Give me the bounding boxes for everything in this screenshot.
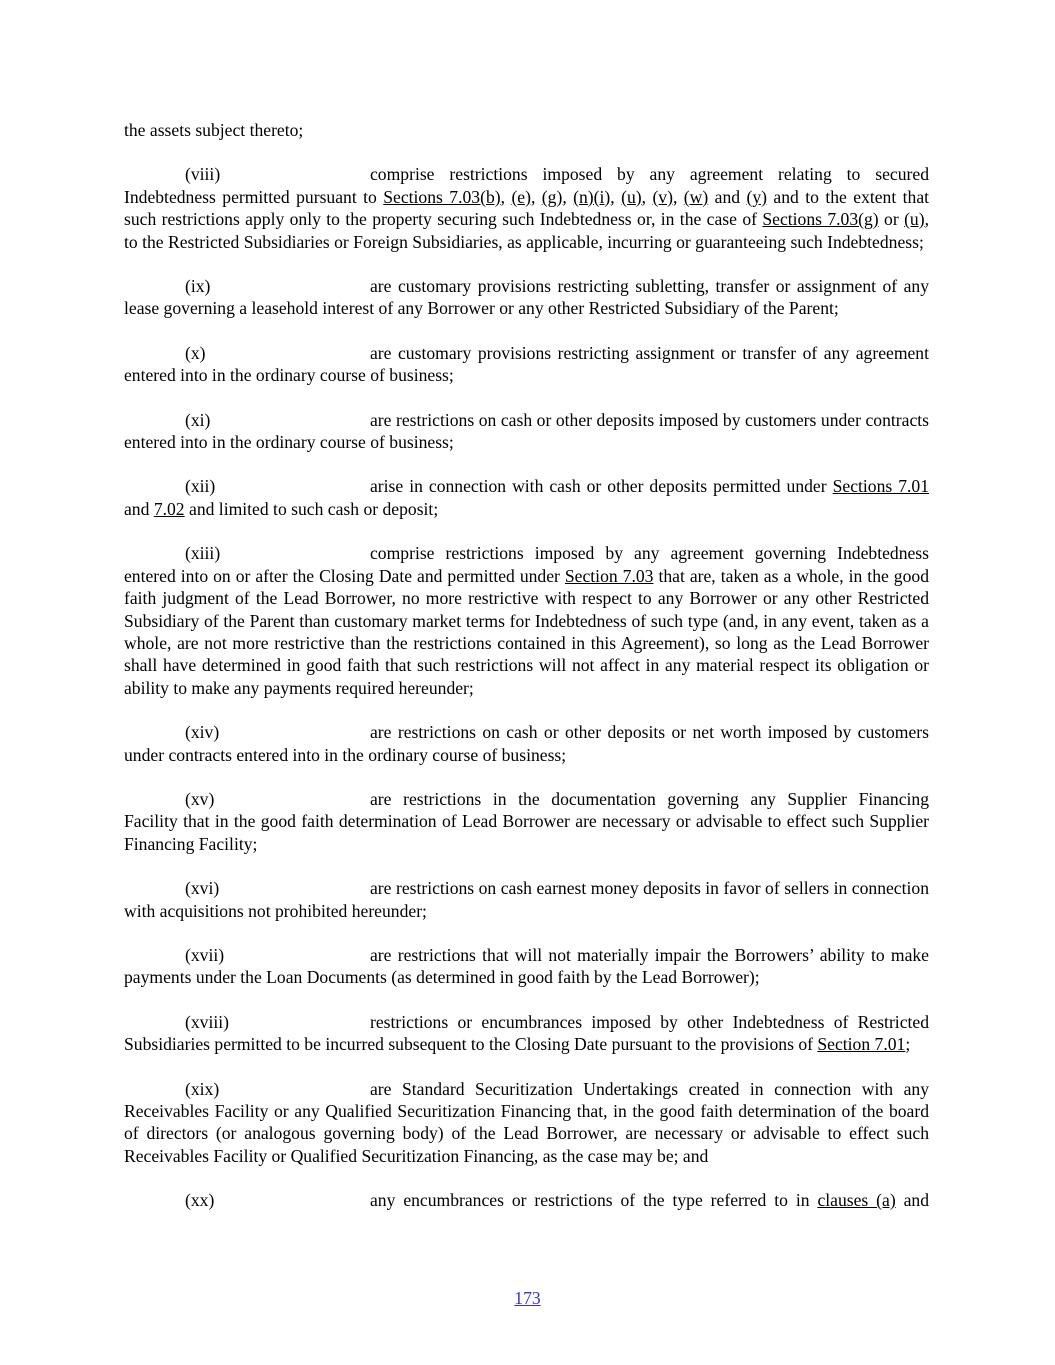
section-reference: (y): [746, 186, 767, 207]
paragraph-text: the assets subject thereto;: [124, 120, 304, 140]
paragraph: [124, 475, 929, 520]
paragraph: [124, 542, 929, 699]
paragraph: [124, 1078, 929, 1168]
paragraph-text: are Standard Securitization Undertakings created in connection with any Receivables Facility or any Qualified Securitization Financing that, in the good faith determination of the board of directors (or analogous governing body) of the Lead Borrower, are necessary or advisable to effect such Receivables Facility or Qualified Securitization Financing, as the case may be; and: [124, 1078, 929, 1166]
paragraph-text: are restrictions on cash or other deposits imposed by customers under contracts entered into in the ordinary course of business;: [124, 409, 929, 453]
paragraph-label: (xii): [185, 476, 216, 497]
paragraph: [124, 944, 929, 989]
section-reference: 7.02: [153, 498, 185, 519]
section-reference: clauses (a): [817, 1190, 896, 1211]
paragraph: [124, 877, 929, 922]
paragraph-label: (xi): [185, 409, 211, 430]
paragraph-text: ,: [562, 186, 574, 207]
paragraph-text: ,: [500, 186, 512, 207]
section-reference: Section 7.01: [817, 1034, 906, 1055]
section-reference: (g): [541, 186, 563, 207]
paragraph: [124, 721, 929, 766]
paragraph-text: ,: [672, 186, 684, 207]
section-reference: Sections 7.03(g): [762, 209, 879, 230]
paragraph-text: ,: [641, 186, 653, 207]
section-reference: (u): [904, 209, 925, 230]
paragraph-text: are restrictions in the documentation governing any Supplier Financing Facility that in the good faith determination of Lead Borrower are necessary or advisable to effect such Supplier Financing Facility;: [124, 788, 929, 854]
paragraph-label: (x): [185, 342, 206, 363]
paragraph-list: [124, 119, 929, 1212]
paragraph: [124, 275, 929, 320]
paragraph-text: arise in connection with cash or other deposits permitted under: [370, 476, 833, 497]
paragraph-text: any encumbrances or restrictions of the type referred to in: [370, 1190, 818, 1211]
paragraph-text: ,: [610, 186, 622, 207]
paragraph-text: are restrictions on cash earnest money deposits in favor of sellers in connection with acquisitions not prohibited hereunder;: [124, 878, 929, 921]
paragraph-label: (ix): [185, 276, 211, 297]
paragraph-label: (xx): [185, 1190, 215, 1211]
section-reference: (v): [652, 186, 673, 207]
paragraph-label: (xvii): [185, 944, 225, 965]
paragraph-text: comprise restrictions imposed by any agreement governing Indebtedness entered into on or after the Closing Date and permitted under: [124, 543, 929, 586]
section-reference: (w): [683, 186, 709, 207]
paragraph-label: (xix): [185, 1078, 220, 1099]
paragraph-text: ,: [530, 186, 542, 207]
paragraph-label: (xiv): [185, 722, 220, 743]
section-reference: Section 7.03: [564, 565, 654, 586]
paragraph-text: are restrictions on cash or other deposits or net worth imposed by customers under contracts entered into in the ordinary course of business;: [124, 722, 929, 765]
paragraph-text: are customary provisions restricting subletting, transfer or assignment of any lease governing a leasehold interest of any Borrower or any other Restricted Subsidiary of the Parent;: [124, 276, 929, 319]
paragraph-text: and: [895, 1190, 930, 1211]
section-reference: (e): [511, 186, 531, 207]
paragraph: [124, 1189, 929, 1211]
paragraph-label: (viii): [185, 164, 221, 185]
paragraph-text: are customary provisions restricting assignment or transfer of any agreement entered into in the ordinary course of business;: [124, 342, 929, 386]
page-number-link[interactable]: 173: [514, 1288, 541, 1308]
paragraph-text: that are, taken as a whole, in the good faith judgment of the Lead Borrower, no more restrictive with respect to any Borrower or any other Restricted Subsidiary of the Parent than customary market terms for Indebtedness of such type (and, in any event, taken as a whole, are not more restrictive than the restrictions contained in this Agreement), so long as the Lead Borrower shall have determined in good faith that such restrictions will not affect in any material respect its obligation or ability to make any payments required hereunder;: [124, 565, 929, 698]
paragraph-label: (xiii): [185, 543, 221, 564]
section-reference: Sections 7.01: [832, 476, 930, 497]
paragraph-text: and limited to such cash or deposit;: [184, 498, 439, 519]
paragraph: [124, 342, 929, 387]
paragraph: [124, 409, 929, 454]
paragraph: [124, 119, 929, 141]
paragraph: [124, 163, 929, 253]
paragraph-text: , to the Restricted Subsidiaries or Foreign Subsidiaries, as applicable, incurring or guaranteeing such Indebtedness;: [124, 209, 929, 252]
page-footer: [0, 1288, 1055, 1309]
paragraph-text: comprise restrictions imposed by any agreement relating to secured Indebtedness permitted pursuant to: [124, 164, 929, 207]
paragraph-text: are restrictions that will not materially impair the Borrowers’ ability to make payments under the Loan Documents (as determined in good faith by the Lead Borrower);: [124, 944, 929, 988]
paragraph-text: ;: [905, 1034, 911, 1055]
section-reference: (n)(i): [573, 186, 611, 207]
paragraph: [124, 1011, 929, 1056]
paragraph-text: and: [124, 498, 154, 519]
paragraph-text: and: [708, 186, 747, 207]
section-reference: (u): [621, 186, 642, 207]
paragraph-text: or: [878, 209, 905, 230]
paragraph-label: (xv): [185, 788, 215, 809]
section-reference: Sections 7.03(b): [383, 186, 501, 207]
paragraph-text: restrictions or encumbrances imposed by other Indebtedness of Restricted Subsidiaries permitted to be incurred subsequent to the Closing Date pursuant to the provisions of: [124, 1011, 929, 1055]
paragraph-label: (xvi): [185, 878, 220, 899]
paragraph-text: and to the extent that such restrictions apply only to the property securing such Indebtedness or, in the case of: [124, 186, 930, 230]
paragraph-label: (xviii): [185, 1011, 229, 1032]
paragraph: [124, 788, 929, 855]
